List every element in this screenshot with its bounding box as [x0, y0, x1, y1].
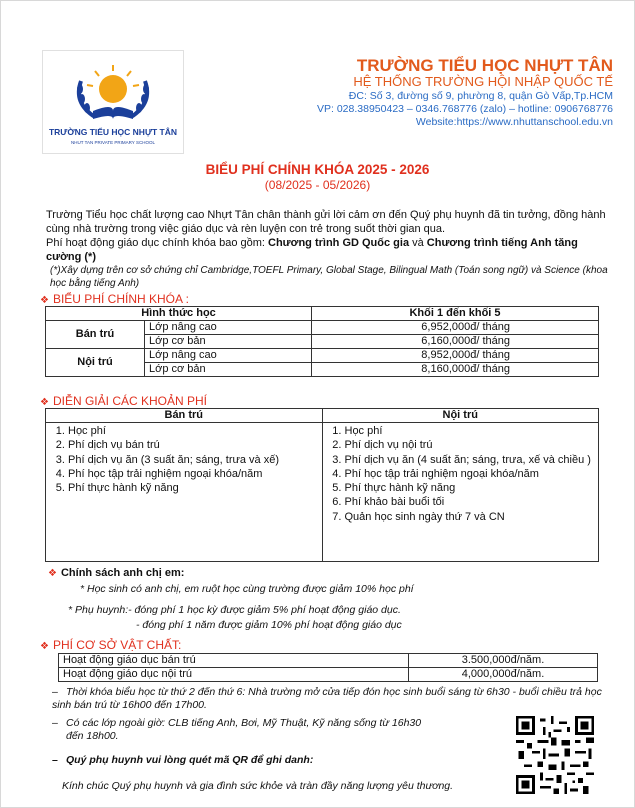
fee-group-noi-tru: Nội trú	[46, 349, 145, 377]
parent-policy-line: * Phụ huynh:- đóng phí 1 học kỳ được giảm 5% phí hoạt động giáo dục.	[68, 604, 401, 616]
facility-section-heading	[40, 638, 181, 652]
fee-level: Lớp cơ bản	[145, 363, 312, 377]
fee-section-heading	[40, 292, 189, 306]
fee-level: Lớp nâng cao	[145, 349, 312, 363]
fee-level: Lớp nâng cao	[145, 321, 312, 335]
page-title: BIỂU PHÍ CHÍNH KHÓA 2025 - 2026	[205, 162, 430, 177]
detail-table	[45, 408, 599, 562]
qr-instruction-text: Quý phụ huynh vui lòng quét mã QR để ghi danh:	[66, 754, 314, 766]
detail-col-ban-tru: Bán trú	[46, 409, 323, 423]
sibling-policy-line: * Học sinh có anh chị, em ruột học cùng trường được giảm 10% học phí	[80, 583, 414, 595]
extra-classes-note	[52, 717, 512, 730]
table-row	[46, 349, 599, 363]
list-item: 2. Phí dịch vụ nội trú	[345, 438, 595, 452]
facility-section-heading-text: PHÍ CƠ SỞ VẬT CHẤT:	[52, 638, 182, 652]
diamond-bullet-icon: ❖	[40, 641, 49, 652]
program-note: (*)Xây dựng trên cơ sở chứng chỉ Cambridge,TOEFL Primary, Global Stage, Bilingual Math (Toán song ngữ) và Science (khoa học bằng tiếng Anh)	[50, 265, 608, 289]
extra-classes-note-text: Có các lớp ngoài giờ: CLB tiếng Anh, Bơi, Mỹ Thuật, Kỹ năng sống từ 16h30	[66, 717, 422, 729]
detail-col-noi-tru: Nội trú	[322, 409, 599, 423]
dash-bullet-icon: –	[52, 686, 58, 698]
noi-tru-items-cell	[322, 423, 599, 562]
list-item: 5. Phí thực hành kỹ năng	[345, 481, 595, 495]
schedule-note	[52, 686, 604, 712]
logo-emblem-icon	[43, 51, 183, 153]
fee-col-grade: Khối 1 đến khối 5	[312, 307, 599, 321]
table-row	[59, 668, 598, 682]
dash-bullet-icon: –	[52, 754, 58, 766]
facility-table	[58, 653, 598, 682]
list-item: 1. Học phí	[68, 424, 318, 438]
list-item: 2. Phí dịch vụ bán trú	[68, 438, 318, 452]
qr-instruction	[52, 754, 313, 767]
schedule-note-text: Thời khóa biểu học từ thứ 2 đến thứ 6: Nhà trường mở cửa tiếp đón học sinh buổi sáng từ 6h30 - buổi chiều trả học sinh bán trú từ 16h00 đến 17h00.	[52, 686, 602, 711]
ban-tru-items-cell	[46, 423, 323, 562]
school-logo	[42, 50, 184, 154]
list-item: 6. Phí khảo bài buổi tối	[345, 495, 595, 509]
qr-code-icon[interactable]	[516, 716, 594, 794]
list-item: 1. Học phí	[345, 424, 595, 438]
fee-col-form: Hình thức học	[46, 307, 312, 321]
list-item: 3. Phí dịch vụ ăn (4 suất ăn; sáng, trưa, xế và chiều )	[345, 453, 595, 467]
list-item: 3. Phí dịch vụ ăn (3 suất ăn; sáng, trưa và xế)	[68, 453, 318, 467]
program-paragraph	[46, 237, 612, 264]
school-system-name: HỆ THỐNG TRƯỜNG HỘI NHẬP QUỐC TẾ	[353, 74, 613, 89]
dash-bullet-icon: –	[52, 717, 58, 729]
program-and: và	[409, 237, 427, 249]
list-item: 4. Phí học tập trải nghiệm ngoại khóa/năm	[345, 467, 595, 481]
intro-paragraph: Trường Tiểu học chất lượng cao Nhựt Tân chân thành gửi lời cảm ơn đến Quý phụ huynh đã tin tưởng, đồng hành cùng nhà trường trong việc giáo dục và rèn luyện con trẻ trong suốt thời gian qua.	[46, 209, 606, 235]
facility-label: Hoạt động giáo dục nội trú	[59, 668, 409, 682]
extra-classes-note-2: đến 18h00.	[66, 730, 119, 742]
diamond-bullet-icon: ❖	[48, 568, 57, 579]
ban-tru-list	[50, 424, 318, 495]
facility-label: Hoạt động giáo dục bán trú	[59, 654, 409, 668]
program-english: Chương trình tiếng Anh tăng cường (*)	[46, 237, 578, 263]
diamond-bullet-icon: ❖	[40, 295, 49, 306]
closing-message: Kính chúc Quý phụ huynh và gia đình sức khỏe và tràn đầy năng lượng yêu thương.	[62, 780, 454, 792]
school-name: TRƯỜNG TIỂU HỌC NHỰT TÂN	[356, 56, 613, 75]
sibling-policy-heading	[48, 567, 184, 579]
table-row	[46, 321, 599, 335]
fee-amount: 6,952,000đ/ tháng	[312, 321, 599, 335]
list-item: 5. Phí thực hành kỹ năng	[68, 481, 318, 495]
list-item: 7. Quản học sinh ngày thứ 7 và CN	[345, 510, 595, 524]
detail-section-heading	[40, 394, 207, 408]
logo-text: TRƯỜNG TIỂU HỌC NHỰT TÂN	[48, 127, 178, 137]
program-national: Chương trình GD Quốc gia	[268, 237, 410, 249]
fee-amount: 8,160,000đ/ tháng	[312, 363, 599, 377]
fee-amount: 8,952,000đ/ tháng	[312, 349, 599, 363]
school-address: ĐC: Số 3, đường số 9, phường 8, quận Gò Vấp,Tp.HCM	[348, 90, 613, 102]
page-subtitle: (08/2025 - 05/2026)	[264, 178, 371, 192]
fee-level: Lớp cơ bản	[145, 335, 312, 349]
table-row	[59, 654, 598, 668]
logo-subtext: NHUT TAN PRIVATE PRIMARY SCHOOL	[71, 140, 155, 145]
facility-amount: 3.500,000đ/năm.	[409, 654, 598, 668]
facility-amount: 4,000,000đ/năm.	[409, 668, 598, 682]
detail-section-heading-text: DIỄN GIẢI CÁC KHOẢN PHÍ	[52, 394, 207, 408]
diamond-bullet-icon: ❖	[40, 397, 49, 408]
school-website[interactable]: Website:https://www.nhuttanschool.edu.vn	[415, 116, 613, 128]
list-item: 4. Phí học tập trải nghiệm ngoại khóa/năm	[68, 467, 318, 481]
fee-section-heading-text: BIỂU PHÍ CHÍNH KHÓA :	[52, 292, 189, 306]
sibling-policy-heading-text: Chính sách anh chị em:	[60, 567, 185, 579]
school-phone: VP: 028.38950423 – 0346.768776 (zalo) – hotline: 0906768776	[317, 103, 613, 115]
fee-amount: 6,160,000đ/ tháng	[312, 335, 599, 349]
fee-table	[45, 306, 599, 377]
noi-tru-list	[327, 424, 595, 524]
program-prefix: Phí hoạt động giáo dục chính khóa bao gồm:	[46, 237, 268, 249]
fee-group-ban-tru: Bán trú	[46, 321, 145, 349]
parent-policy-line-2: - đóng phí 1 năm được giảm 10% phí hoạt động giáo dục	[136, 619, 402, 631]
